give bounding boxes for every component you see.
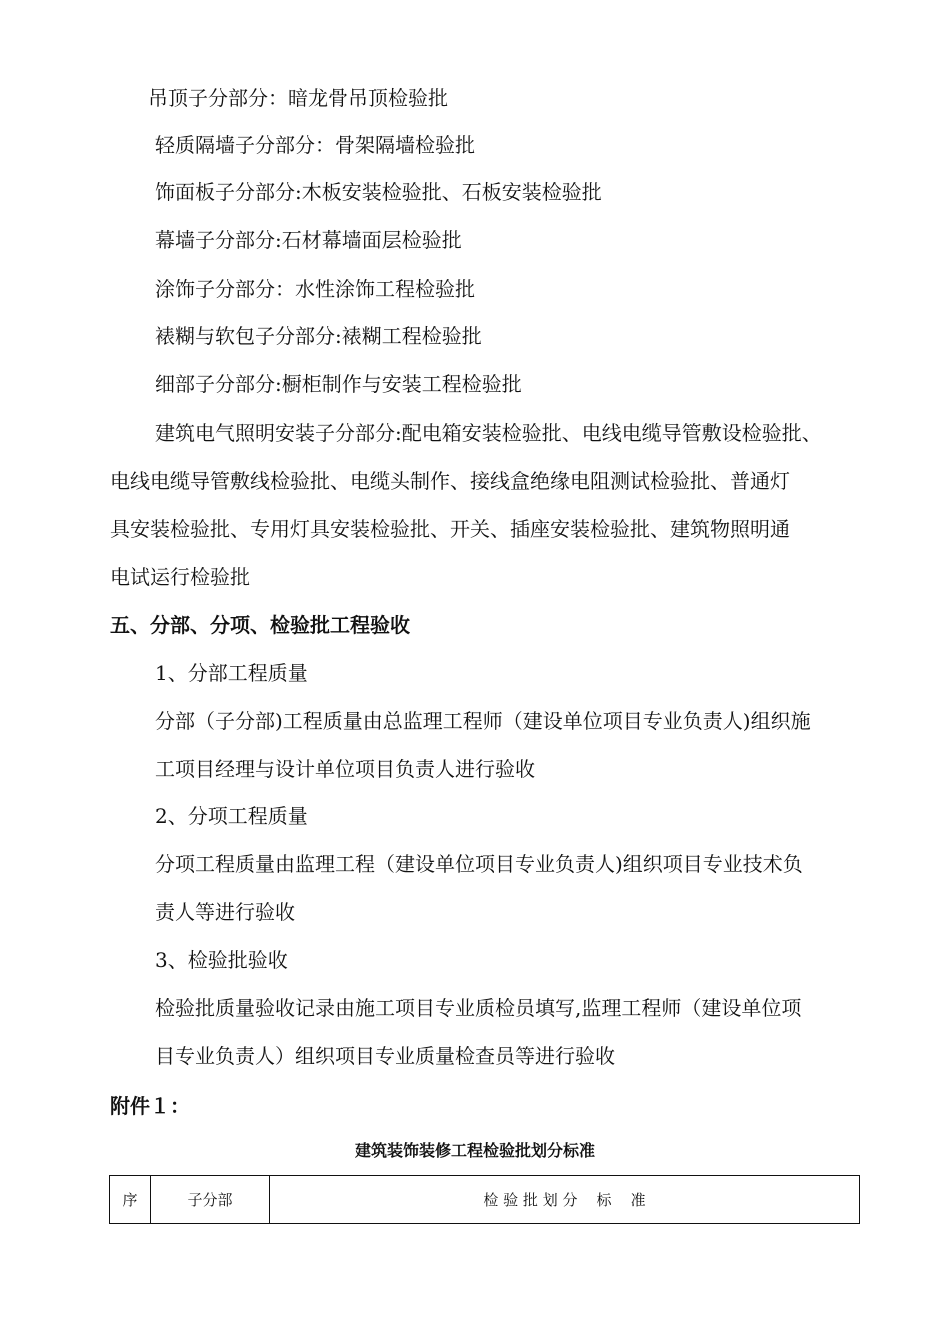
section-heading: 五、分部、分项、检验批工程验收 <box>110 613 410 637</box>
line-partition: 轻质隔墙子分部分：骨架隔墙检验批 <box>155 133 475 157</box>
line-coating: 涂饰子分部分：水性涂饰工程检验批 <box>155 277 475 301</box>
table-header-row <box>110 1176 860 1224</box>
line-electrical-2: 电线电缆导管敷线检验批、电缆头制作、接线盒绝缘电阻测试检验批、普通灯 <box>110 469 790 493</box>
attachment-label: 附件１： <box>110 1094 190 1118</box>
item2-body-2: 责人等进行验收 <box>155 900 295 924</box>
item2-body-1: 分项工程质量由监理工程（建设单位项目专业负责人)组织项目专业技术负 <box>155 852 803 876</box>
item1-body-1: 分部（子分部)工程质量由总监理工程师（建设单位项目专业负责人)组织施 <box>155 709 811 733</box>
line-facing-panel: 饰面板子分部分:木板安装检验批、石板安装检验批 <box>155 180 602 204</box>
line-electrical-3: 具安装检验批、专用灯具安装检验批、开关、插座安装检验批、建筑物照明通 <box>110 517 790 541</box>
table-title: 建筑装饰装修工程检验批划分标准 <box>354 1141 595 1160</box>
item3-body-2: 目专业负责人）组织项目专业质量检查员等进行验收 <box>155 1044 615 1068</box>
line-ceiling: 吊顶子分部分：暗龙骨吊顶检验批 <box>148 86 448 110</box>
item3-body-1: 检验批质量验收记录由施工项目专业质检员填写,监理工程师（建设单位项 <box>155 996 802 1020</box>
item1-title: 1、分部工程质量 <box>155 661 308 685</box>
line-curtain-wall: 幕墙子分部分:石材幕墙面层检验批 <box>155 228 462 252</box>
line-detail: 细部子分部分:橱柜制作与安装工程检验批 <box>155 372 522 396</box>
criteria-table <box>109 1175 860 1224</box>
col-header-index: 序 <box>110 1176 151 1224</box>
item3-title: 3、检验批验收 <box>155 948 288 972</box>
line-electrical-4: 电试运行检验批 <box>110 565 250 589</box>
item1-body-2: 工项目经理与设计单位项目负责人进行验收 <box>155 757 535 781</box>
line-wallpaper: 裱糊与软包子分部分:裱糊工程检验批 <box>155 324 482 348</box>
col-header-criteria: 检 验 批 划 分 标 准 <box>270 1176 860 1224</box>
col-header-subdivision: 子分部 <box>151 1176 270 1224</box>
item2-title: 2、分项工程质量 <box>155 804 308 828</box>
line-electrical-1: 建筑电气照明安装子分部分:配电箱安装检验批、电线电缆导管敷设检验批、 <box>155 421 822 445</box>
